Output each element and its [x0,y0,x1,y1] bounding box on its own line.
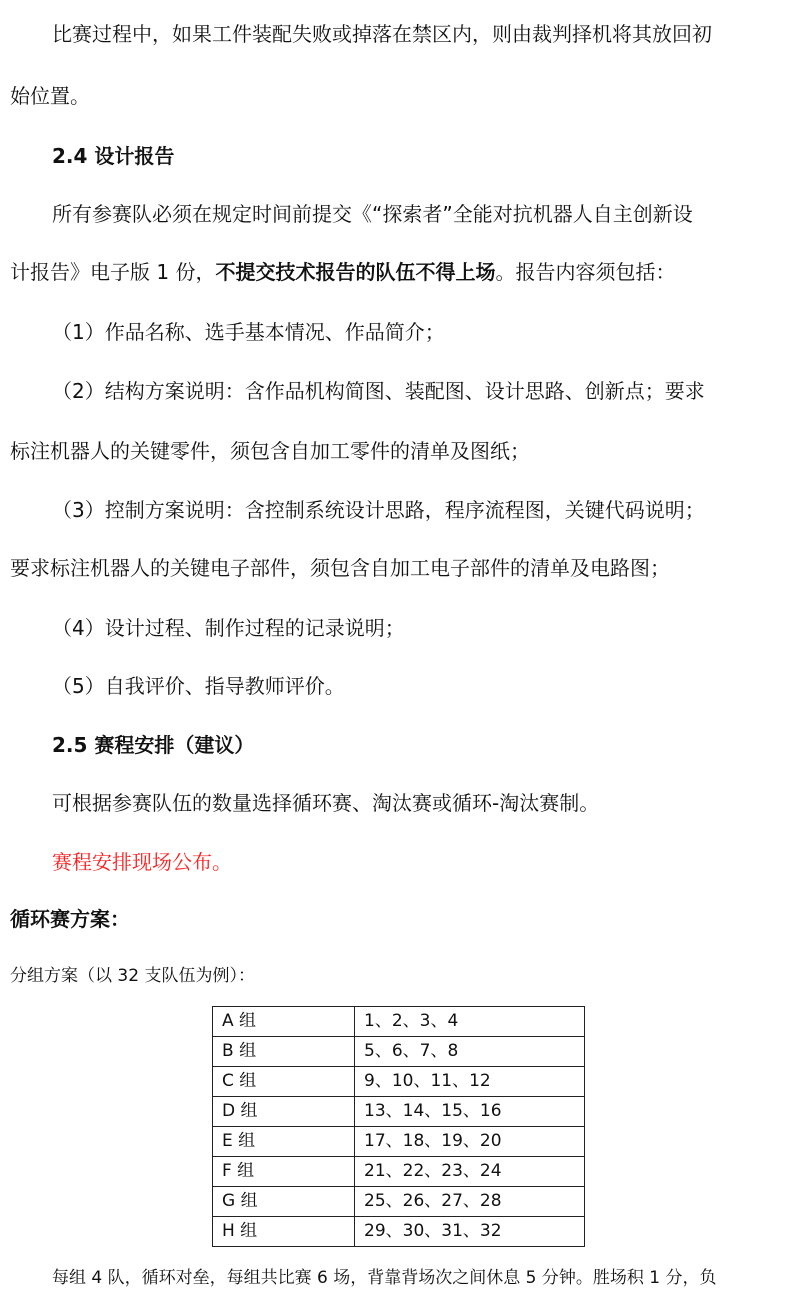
table-row [213,1217,585,1247]
group-teams-cell: 13、14、15、16 [355,1097,585,1127]
group-name-cell: D 组 [213,1097,355,1127]
report-item-3-line-2: 要求标注机器人的关键电子部件，须包含自加工电子部件的清单及电路图； [10,556,670,580]
group-teams-cell: 17、18、19、20 [355,1127,585,1157]
group-name-cell: F 组 [213,1157,355,1187]
table-row [213,1007,585,1037]
group-name-cell: E 组 [213,1127,355,1157]
schedule-announcement-red: 赛程安排现场公布。 [52,850,232,874]
group-name-cell: A 组 [213,1007,355,1037]
intro-paragraph-line-1: 比赛过程中，如果工件装配失败或掉落在禁区内，则由裁判择机将其放回初 [52,22,712,46]
table-row [213,1037,585,1067]
report-item-2-line-2: 标注机器人的关键零件，须包含自加工零件的清单及图纸； [10,439,530,463]
group-name-cell: B 组 [213,1037,355,1067]
report-paragraph-line-2 [10,258,675,286]
report-line-2-start: 计报告》电子版 1 份， [10,260,216,284]
group-teams-cell: 25、26、27、28 [355,1187,585,1217]
section-2-5-heading: 2.5 赛程安排（建议） [52,733,255,757]
round-robin-heading: 循环赛方案： [10,907,130,931]
group-teams-cell: 21、22、23、24 [355,1157,585,1187]
table-row [213,1097,585,1127]
report-item-4: （4）设计过程、制作过程的记录说明； [52,616,405,640]
table-row [213,1067,585,1097]
table-row [213,1127,585,1157]
group-name-cell: C 组 [213,1067,355,1097]
group-teams-cell: 1、2、3、4 [355,1007,585,1037]
schedule-paragraph: 可根据参赛队伍的数量选择循环赛、淘汰赛或循环-淘汰赛制。 [52,791,600,815]
report-paragraph-line-1: 所有参赛队必须在规定时间前提交《“探索者”全能对抗机器人自主创新设 [52,202,693,226]
group-teams-cell: 5、6、7、8 [355,1037,585,1067]
group-name-cell: G 组 [213,1187,355,1217]
intro-paragraph-line-2: 始位置。 [10,84,90,108]
group-teams-cell: 9、10、11、12 [355,1067,585,1097]
grouping-table-body [213,1007,585,1247]
report-requirement-emphasis: 不提交技术报告的队伍不得上场 [215,260,496,284]
grouping-caption: 分组方案（以 32 支队伍为例）： [10,966,255,986]
report-item-3-line-1: （3）控制方案说明：含控制系统设计思路，程序流程图，关键代码说明； [52,498,705,522]
report-line-2-end: 。报告内容须包括： [495,260,676,284]
table-row [213,1187,585,1217]
report-item-1: （1）作品名称、选手基本情况、作品简介； [52,320,445,344]
round-robin-rules-line: 每组 4 队，循环对垒，每组共比赛 6 场，背靠背场次之间休息 5 分钟。胜场积 1 分，负 [52,1268,717,1288]
section-2-4-heading: 2.4 设计报告 [52,144,175,168]
grouping-table [212,1006,585,1247]
group-name-cell: H 组 [213,1217,355,1247]
report-item-5: （5）自我评价、指导教师评价。 [52,674,345,698]
table-row [213,1157,585,1187]
report-item-2-line-1: （2）结构方案说明：含作品机构简图、装配图、设计思路、创新点；要求 [52,379,705,403]
group-teams-cell: 29、30、31、32 [355,1217,585,1247]
